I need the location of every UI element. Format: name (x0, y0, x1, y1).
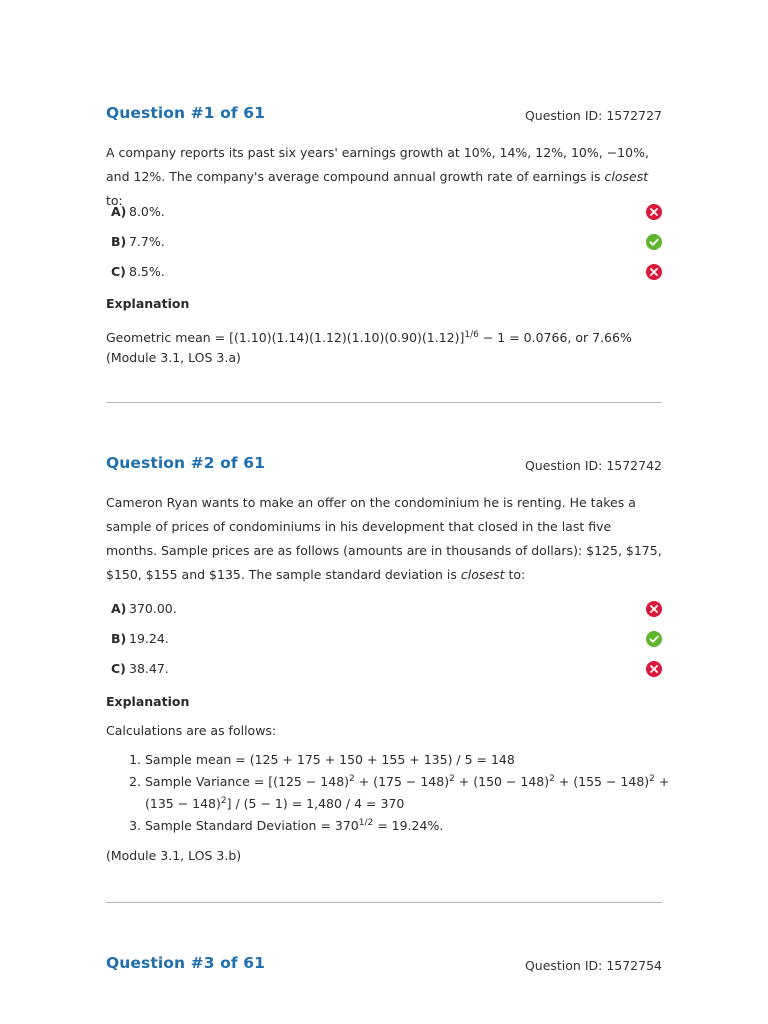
option-text: 8.0%. (129, 204, 165, 219)
option-letter: A) (111, 204, 127, 219)
option-c[interactable] (106, 659, 662, 679)
option-b[interactable] (106, 232, 662, 252)
option-letter: A) (111, 601, 127, 616)
option-letter: C) (111, 264, 126, 279)
question-title: Question #2 of 61 (106, 454, 265, 472)
option-text: 8.5%. (129, 264, 165, 279)
question-1-text: A company reports its past six years' earnings growth at 10%, 14%, 12%, 10%, −10%, and 12%. The company's average compound annual growth rate of earnings is closest to: (106, 145, 649, 208)
explanation-title: Explanation (106, 296, 190, 311)
option-text: 7.7%. (129, 234, 165, 249)
explanation-title: Explanation (106, 694, 190, 709)
check-circle-icon (646, 631, 662, 647)
x-circle-icon (646, 661, 662, 677)
question-id: Question ID: 1572742 (524, 458, 662, 473)
question-id: Question ID: 1572727 (524, 108, 662, 123)
explanation-intro: Calculations are as follows: (106, 723, 277, 738)
option-letter: B) (111, 234, 127, 249)
question-1-header (106, 104, 662, 128)
question-title: Question #1 of 61 (106, 104, 265, 122)
option-text: 19.24. (129, 631, 169, 646)
divider (106, 902, 662, 903)
divider (106, 402, 662, 403)
question-3-header (106, 954, 662, 978)
x-circle-icon (646, 264, 662, 280)
check-circle-icon (646, 234, 662, 250)
option-b[interactable] (106, 629, 662, 649)
option-c[interactable] (106, 262, 662, 282)
step-1: 1. Sample mean = (125 + 175 + 150 + 155 + 135) / 5 = 148 (145, 749, 701, 771)
calculation-steps (106, 749, 701, 837)
option-a[interactable] (106, 202, 662, 222)
x-circle-icon (646, 204, 662, 220)
option-letter: C) (111, 661, 126, 676)
explanation-text: Geometric mean = $[(1.10)(1.14)(1.12)(1.10)(0.90)(1.12)]^{1/6} - 1 = 0.0766$, or 7.66% (Module 3.1, LOS 3.a) (106, 330, 632, 365)
step-3: 3. Sample Standard Deviation = $370^{1/2} = 19.24\%$. (145, 815, 701, 837)
question-2-text: Cameron Ryan wants to make an offer on the condominium he is renting. He takes a sample of prices of condominiums in his development that closed in the last five months. Sample prices are as follows (amounts are in thousands of dollars): $125, $175, $150, $155 and $135. The sample standard deviation is closest to: (106, 495, 662, 582)
option-text: 38.47. (129, 661, 169, 676)
option-letter: B) (111, 631, 127, 646)
option-a[interactable] (106, 599, 662, 619)
option-text: 370.00. (129, 601, 177, 616)
question-title: Question #3 of 61 (106, 954, 265, 972)
step-2: 2. Sample Variance = $[(125 - 148)^2 + (175 - 148)^2 + (150 - 148)^2 + (155 - 148)^2 + (135 - 148)^2] / (5 - 1) = 1,480 / 4 = 370$ (145, 771, 701, 815)
question-id: Question ID: 1572754 (524, 958, 662, 973)
question-2-header (106, 454, 662, 478)
explanation-footer: (Module 3.1, LOS 3.b) (106, 848, 242, 863)
x-circle-icon (646, 601, 662, 617)
